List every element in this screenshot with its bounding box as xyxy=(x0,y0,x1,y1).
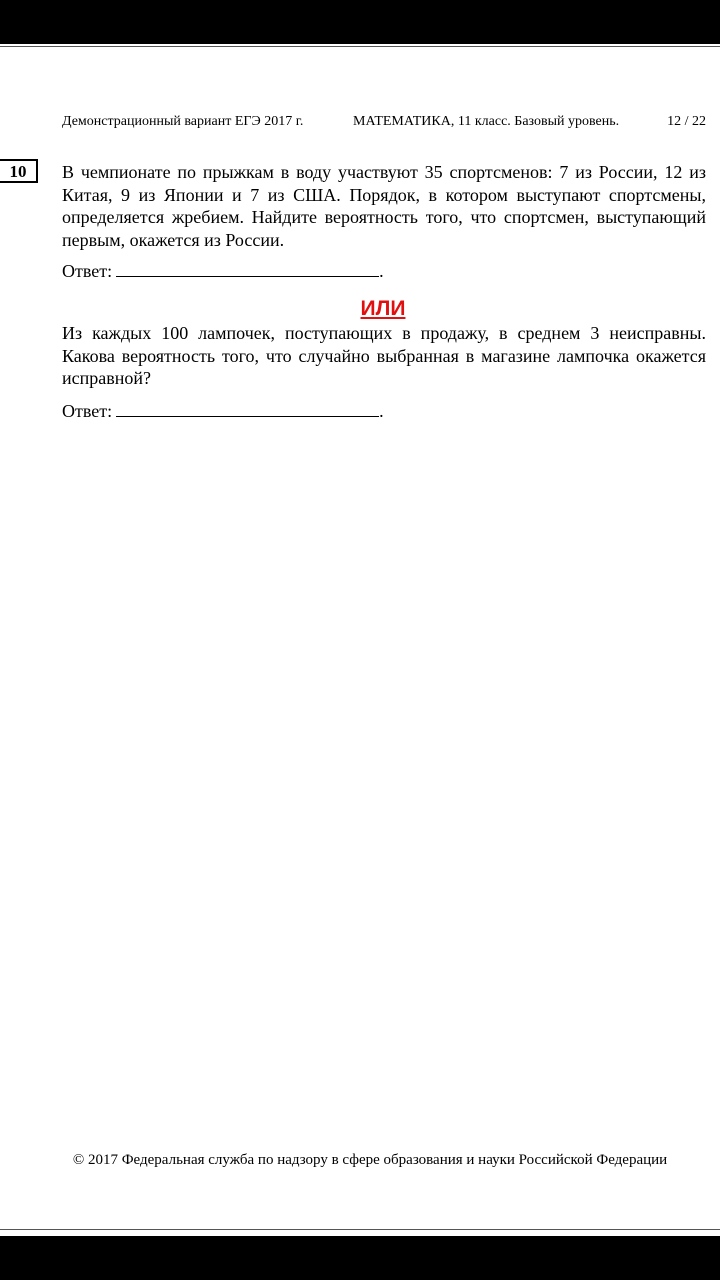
answer-2-row xyxy=(62,398,384,422)
answer-2-line xyxy=(116,398,379,417)
answer-1-label: Ответ: xyxy=(62,261,113,281)
answer-1-line xyxy=(116,258,379,277)
header-exam-title: Демонстрационный вариант ЕГЭ 2017 г. xyxy=(62,114,304,129)
page-footer-copyright: © 2017 Федеральная служба по надзору в сфере образования и науки Российской Федерации xyxy=(72,1152,668,1168)
header-subject: МАТЕМАТИКА, 11 класс. Базовый уровень. xyxy=(353,114,620,129)
answer-1-row xyxy=(62,258,384,282)
top-divider xyxy=(0,46,720,47)
bottom-black-bar xyxy=(0,1236,720,1280)
page-header xyxy=(62,114,706,132)
answer-2-end: . xyxy=(379,401,384,421)
task-number-box: 10 xyxy=(0,159,38,183)
answer-2-label: Ответ: xyxy=(62,401,113,421)
header-page-number: 12 / 22 xyxy=(667,114,706,129)
question-2-text: Из каждых 100 лампочек, поступающих в продажу, в среднем 3 неисправны. Какова вероятность того, что случайно выбранная в магазине лампочка окажется исправной? xyxy=(62,323,706,388)
or-separator: ИЛИ xyxy=(360,297,406,320)
document-page xyxy=(0,44,720,1236)
question-1-text: В чемпионате по прыжкам в воду участвуют 35 спортсменов: 7 из России, 12 из Китая, 9 из Японии и 7 из США. Порядок, в котором выступают спортсмены, определяется жребием. Найдите вероятность того, что спортсмен, выступающий первым, окажется из России. xyxy=(62,162,706,250)
bottom-divider xyxy=(0,1229,720,1230)
top-black-bar xyxy=(0,0,720,44)
answer-1-end: . xyxy=(379,261,384,281)
